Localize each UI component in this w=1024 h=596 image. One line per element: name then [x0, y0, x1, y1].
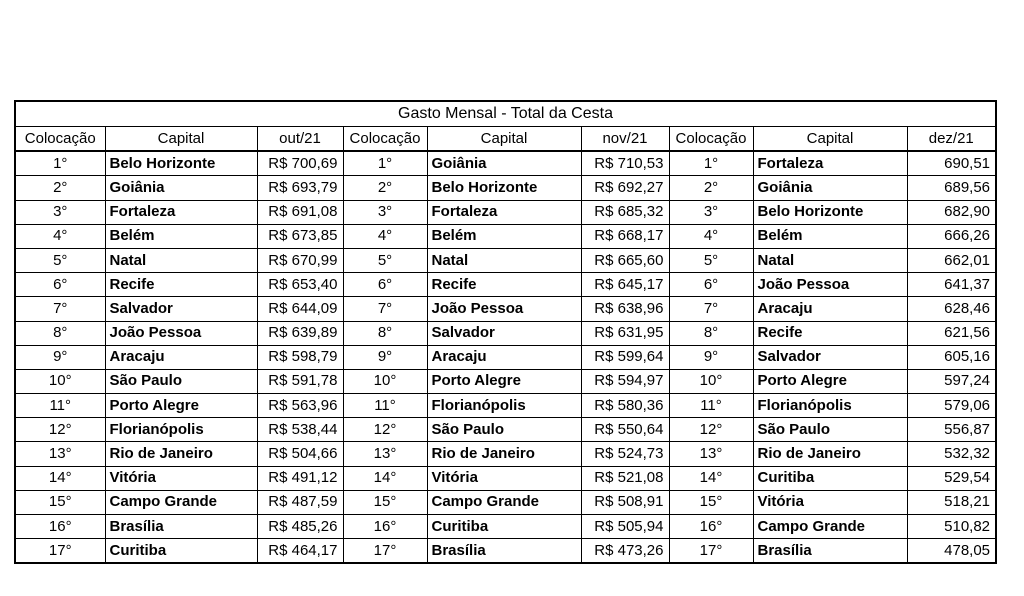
capital-cell: Florianópolis — [753, 394, 907, 418]
value-cell: R$ 692,27 — [581, 176, 669, 200]
capital-cell: Recife — [427, 273, 581, 297]
rank-cell: 14° — [343, 466, 427, 490]
capital-cell: Belo Horizonte — [105, 151, 257, 176]
value-cell: 556,87 — [907, 418, 996, 442]
capital-cell: Rio de Janeiro — [427, 442, 581, 466]
capital-cell: São Paulo — [753, 418, 907, 442]
value-cell: R$ 673,85 — [257, 224, 343, 248]
table-row — [15, 418, 996, 442]
capital-cell: Goiânia — [427, 151, 581, 176]
table-row — [15, 248, 996, 272]
table-row — [15, 466, 996, 490]
capital-cell: Natal — [427, 248, 581, 272]
rank-cell: 11° — [15, 394, 105, 418]
capital-cell: São Paulo — [427, 418, 581, 442]
rank-cell: 9° — [669, 345, 753, 369]
capital-cell: Vitória — [753, 490, 907, 514]
capital-cell: Fortaleza — [105, 200, 257, 224]
rank-cell: 3° — [15, 200, 105, 224]
value-cell: R$ 473,26 — [581, 539, 669, 564]
value-cell: R$ 631,95 — [581, 321, 669, 345]
rank-cell: 6° — [669, 273, 753, 297]
capital-cell: Florianópolis — [105, 418, 257, 442]
rank-cell: 12° — [15, 418, 105, 442]
capital-cell: Salvador — [427, 321, 581, 345]
capital-cell: Vitória — [427, 466, 581, 490]
value-cell: R$ 670,99 — [257, 248, 343, 272]
rank-cell: 1° — [343, 151, 427, 176]
table-row — [15, 176, 996, 200]
capital-cell: São Paulo — [105, 369, 257, 393]
value-cell: 579,06 — [907, 394, 996, 418]
rank-cell: 7° — [15, 297, 105, 321]
capital-cell: Salvador — [105, 297, 257, 321]
table-row — [15, 297, 996, 321]
rank-cell: 8° — [669, 321, 753, 345]
rank-cell: 16° — [343, 515, 427, 539]
table-row — [15, 490, 996, 514]
rank-header-1: Colocação — [15, 127, 105, 152]
rank-cell: 17° — [15, 539, 105, 564]
value-cell: R$ 504,66 — [257, 442, 343, 466]
capital-cell: Brasília — [753, 539, 907, 564]
rank-cell: 13° — [15, 442, 105, 466]
month-header-3: dez/21 — [907, 127, 996, 152]
capital-cell: Aracaju — [427, 345, 581, 369]
capital-cell: Belém — [427, 224, 581, 248]
value-cell: 666,26 — [907, 224, 996, 248]
rank-cell: 8° — [15, 321, 105, 345]
capital-cell: Porto Alegre — [427, 369, 581, 393]
value-cell: 621,56 — [907, 321, 996, 345]
value-cell: 682,90 — [907, 200, 996, 224]
capital-header-1: Capital — [105, 127, 257, 152]
capital-cell: Fortaleza — [753, 151, 907, 176]
capital-cell: Brasília — [427, 539, 581, 564]
rank-cell: 2° — [343, 176, 427, 200]
capital-cell: João Pessoa — [753, 273, 907, 297]
rank-cell: 3° — [343, 200, 427, 224]
capital-cell: Belo Horizonte — [753, 200, 907, 224]
rank-cell: 8° — [343, 321, 427, 345]
value-cell: 662,01 — [907, 248, 996, 272]
rank-cell: 3° — [669, 200, 753, 224]
capital-cell: Curitiba — [753, 466, 907, 490]
value-cell: R$ 505,94 — [581, 515, 669, 539]
rank-header-2: Colocação — [343, 127, 427, 152]
capital-cell: Campo Grande — [105, 490, 257, 514]
rank-cell: 10° — [343, 369, 427, 393]
value-cell: R$ 485,26 — [257, 515, 343, 539]
value-cell: R$ 491,12 — [257, 466, 343, 490]
rank-cell: 2° — [15, 176, 105, 200]
value-cell: R$ 700,69 — [257, 151, 343, 176]
value-cell: R$ 653,40 — [257, 273, 343, 297]
rank-cell: 15° — [343, 490, 427, 514]
table-row — [15, 200, 996, 224]
value-cell: 690,51 — [907, 151, 996, 176]
capital-cell: Brasília — [105, 515, 257, 539]
value-cell: R$ 710,53 — [581, 151, 669, 176]
value-cell: R$ 524,73 — [581, 442, 669, 466]
rank-cell: 17° — [669, 539, 753, 564]
title-row — [15, 101, 996, 127]
rank-cell: 2° — [669, 176, 753, 200]
value-cell: R$ 691,08 — [257, 200, 343, 224]
table-row — [15, 369, 996, 393]
value-cell: 478,05 — [907, 539, 996, 564]
rank-cell: 12° — [669, 418, 753, 442]
value-cell: 532,32 — [907, 442, 996, 466]
rank-cell: 11° — [669, 394, 753, 418]
capital-cell: João Pessoa — [427, 297, 581, 321]
value-cell: 597,24 — [907, 369, 996, 393]
value-cell: R$ 639,89 — [257, 321, 343, 345]
rank-cell: 5° — [669, 248, 753, 272]
capital-cell: Porto Alegre — [105, 394, 257, 418]
rank-cell: 10° — [15, 369, 105, 393]
capital-cell: Aracaju — [753, 297, 907, 321]
capital-cell: Rio de Janeiro — [753, 442, 907, 466]
rank-cell: 13° — [343, 442, 427, 466]
value-cell: R$ 644,09 — [257, 297, 343, 321]
capital-cell: João Pessoa — [105, 321, 257, 345]
rank-cell: 4° — [15, 224, 105, 248]
rank-cell: 14° — [15, 466, 105, 490]
capital-cell: Belém — [105, 224, 257, 248]
capital-cell: Curitiba — [105, 539, 257, 564]
month-header-2: nov/21 — [581, 127, 669, 152]
ranking-table — [14, 100, 997, 564]
capital-cell: Porto Alegre — [753, 369, 907, 393]
rank-cell: 9° — [343, 345, 427, 369]
capital-cell: Natal — [105, 248, 257, 272]
table-row — [15, 515, 996, 539]
capital-cell: Fortaleza — [427, 200, 581, 224]
rank-cell: 5° — [343, 248, 427, 272]
table-row — [15, 539, 996, 564]
value-cell: R$ 693,79 — [257, 176, 343, 200]
rank-cell: 16° — [669, 515, 753, 539]
value-cell: R$ 599,64 — [581, 345, 669, 369]
value-cell: R$ 668,17 — [581, 224, 669, 248]
month-header-1: out/21 — [257, 127, 343, 152]
header-row — [15, 127, 996, 152]
capital-cell: Aracaju — [105, 345, 257, 369]
rank-cell: 10° — [669, 369, 753, 393]
rank-cell: 6° — [343, 273, 427, 297]
capital-cell: Florianópolis — [427, 394, 581, 418]
value-cell: 641,37 — [907, 273, 996, 297]
capital-cell: Vitória — [105, 466, 257, 490]
rank-cell: 15° — [669, 490, 753, 514]
value-cell: 529,54 — [907, 466, 996, 490]
capital-cell: Belo Horizonte — [427, 176, 581, 200]
value-cell: R$ 563,96 — [257, 394, 343, 418]
value-cell: 605,16 — [907, 345, 996, 369]
rank-cell: 5° — [15, 248, 105, 272]
table-row — [15, 224, 996, 248]
value-cell: R$ 580,36 — [581, 394, 669, 418]
rank-cell: 9° — [15, 345, 105, 369]
capital-header-2: Capital — [427, 127, 581, 152]
rank-cell: 13° — [669, 442, 753, 466]
value-cell: R$ 685,32 — [581, 200, 669, 224]
value-cell: R$ 665,60 — [581, 248, 669, 272]
rank-header-3: Colocação — [669, 127, 753, 152]
value-cell: R$ 645,17 — [581, 273, 669, 297]
table-row — [15, 394, 996, 418]
capital-cell: Goiânia — [105, 176, 257, 200]
value-cell: 510,82 — [907, 515, 996, 539]
value-cell: R$ 487,59 — [257, 490, 343, 514]
capital-cell: Recife — [105, 273, 257, 297]
value-cell: R$ 521,08 — [581, 466, 669, 490]
rank-cell: 4° — [343, 224, 427, 248]
value-cell: R$ 550,64 — [581, 418, 669, 442]
value-cell: R$ 638,96 — [581, 297, 669, 321]
value-cell: 689,56 — [907, 176, 996, 200]
rank-cell: 15° — [15, 490, 105, 514]
table-row — [15, 273, 996, 297]
value-cell: R$ 598,79 — [257, 345, 343, 369]
rank-cell: 17° — [343, 539, 427, 564]
value-cell: R$ 594,97 — [581, 369, 669, 393]
rank-cell: 7° — [343, 297, 427, 321]
table-row — [15, 151, 996, 176]
value-cell: R$ 464,17 — [257, 539, 343, 564]
capital-cell: Rio de Janeiro — [105, 442, 257, 466]
rank-cell: 16° — [15, 515, 105, 539]
rank-cell: 12° — [343, 418, 427, 442]
value-cell: R$ 591,78 — [257, 369, 343, 393]
rank-cell: 6° — [15, 273, 105, 297]
capital-cell: Goiânia — [753, 176, 907, 200]
rank-cell: 1° — [669, 151, 753, 176]
capital-cell: Curitiba — [427, 515, 581, 539]
capital-cell: Natal — [753, 248, 907, 272]
value-cell: R$ 538,44 — [257, 418, 343, 442]
rank-cell: 4° — [669, 224, 753, 248]
rank-cell: 14° — [669, 466, 753, 490]
capital-cell: Recife — [753, 321, 907, 345]
value-cell: 518,21 — [907, 490, 996, 514]
value-cell: 628,46 — [907, 297, 996, 321]
table-title: Gasto Mensal - Total da Cesta — [15, 101, 996, 127]
rank-cell: 1° — [15, 151, 105, 176]
capital-cell: Campo Grande — [427, 490, 581, 514]
rank-cell: 7° — [669, 297, 753, 321]
table-row — [15, 442, 996, 466]
capital-header-3: Capital — [753, 127, 907, 152]
table-row — [15, 321, 996, 345]
capital-cell: Salvador — [753, 345, 907, 369]
capital-cell: Campo Grande — [753, 515, 907, 539]
value-cell: R$ 508,91 — [581, 490, 669, 514]
capital-cell: Belém — [753, 224, 907, 248]
table-row — [15, 345, 996, 369]
rank-cell: 11° — [343, 394, 427, 418]
